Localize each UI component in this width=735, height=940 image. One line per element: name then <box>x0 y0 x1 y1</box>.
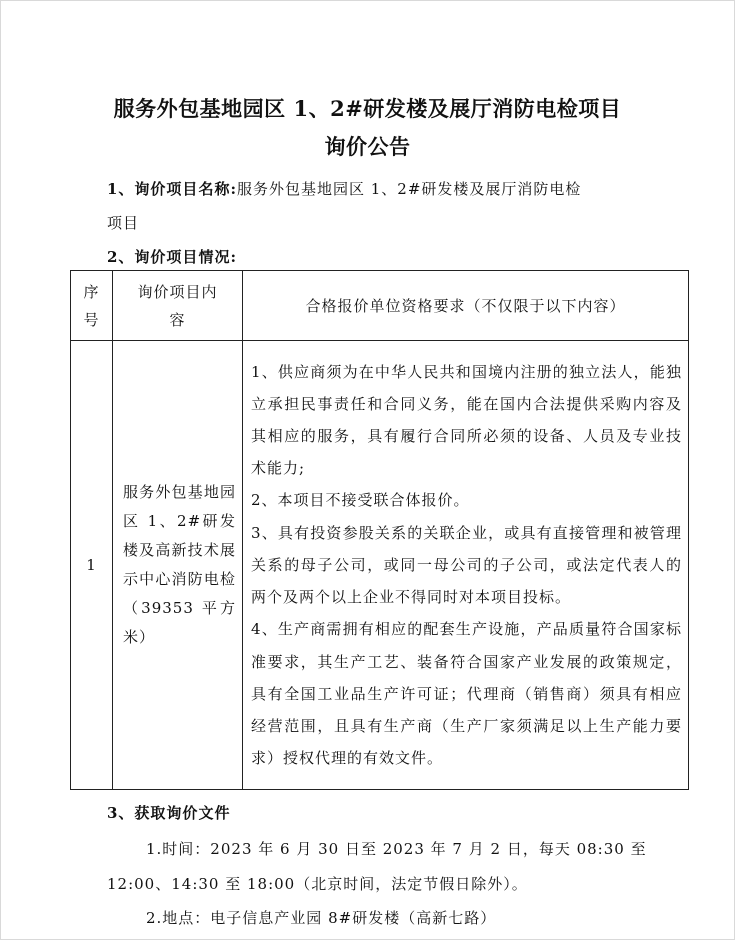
header-requirements: 合格报价单位资格要求（不仅限于以下内容） <box>243 271 689 341</box>
section3-time-line1: 1.时间：2023 年 6 月 30 日至 2023 年 7 月 2 日，每天 08:30 至 <box>146 840 647 858</box>
requirements-list <box>243 351 688 780</box>
header-item-line2: 容 <box>169 310 186 329</box>
header-no-line1: 序 <box>83 282 100 301</box>
document-title-line1: 服务外包基地园区 1、2#研发楼及展厅消防电检项目 <box>113 96 622 121</box>
table-header-row <box>71 271 689 341</box>
section3-label: 3、获取询价文件 <box>107 804 231 822</box>
section3-time-line2: 12:00、14:30 至 18:00（北京时间，法定节假日除外）。 <box>107 875 528 893</box>
document-title-line2: 询价公告 <box>324 134 411 159</box>
section2-label: 2、询价项目情况: <box>107 248 237 266</box>
header-no-line2: 号 <box>83 310 100 329</box>
section1-label: 1、询价项目名称: <box>107 180 237 198</box>
requirement-item-1: 1、供应商须为在中华人民共和国境内注册的独立法人，能独立承担民事责任和合同义务，能在国内合法提供采购内容及其相应的服务，具有履行合同所必须的设备、人员及专业技术能力; <box>251 362 682 478</box>
header-item <box>113 271 243 341</box>
requirements-table <box>70 270 689 790</box>
row-item <box>113 341 243 790</box>
requirement-item-2: 2、本项目不接受联合体报价。 <box>251 491 470 510</box>
section1-line <box>107 178 581 199</box>
row-item-text: 服务外包基地园区 1、2#研发楼及高新技术展示中心消防电检（39353 平方米） <box>123 483 236 646</box>
section1-value: 服务外包基地园区 1、2#研发楼及展厅消防电检 <box>236 180 582 198</box>
header-no <box>71 271 113 341</box>
section3-location: 2.地点：电子信息产业园 8#研发楼（高新七路） <box>146 909 497 927</box>
requirement-item-4: 4、生产商需拥有相应的配套生产设施，产品质量符合国家标准要求，其生产工艺、装备符合国家产业发展的政策规定，具有全国工业品生产许可证；代理商（销售商）须具有相应经营范围，且具有生产商（生产厂家须满足以上生产能力要求）授权代理的有效文件。 <box>251 620 682 768</box>
requirement-item-3: 3、具有投资参股关系的关联企业，或具有直接管理和被管理关系的母子公司，或同一母公司的子公司，或法定代表人的两个及两个以上企业不得同时对本项目投标。 <box>251 523 682 607</box>
header-item-line1: 询价项目内 <box>137 282 218 301</box>
row-no: 1 <box>71 341 113 790</box>
table-row <box>71 341 689 790</box>
section1-value-wrap: 项目 <box>107 214 140 232</box>
row-requirements <box>243 341 689 790</box>
